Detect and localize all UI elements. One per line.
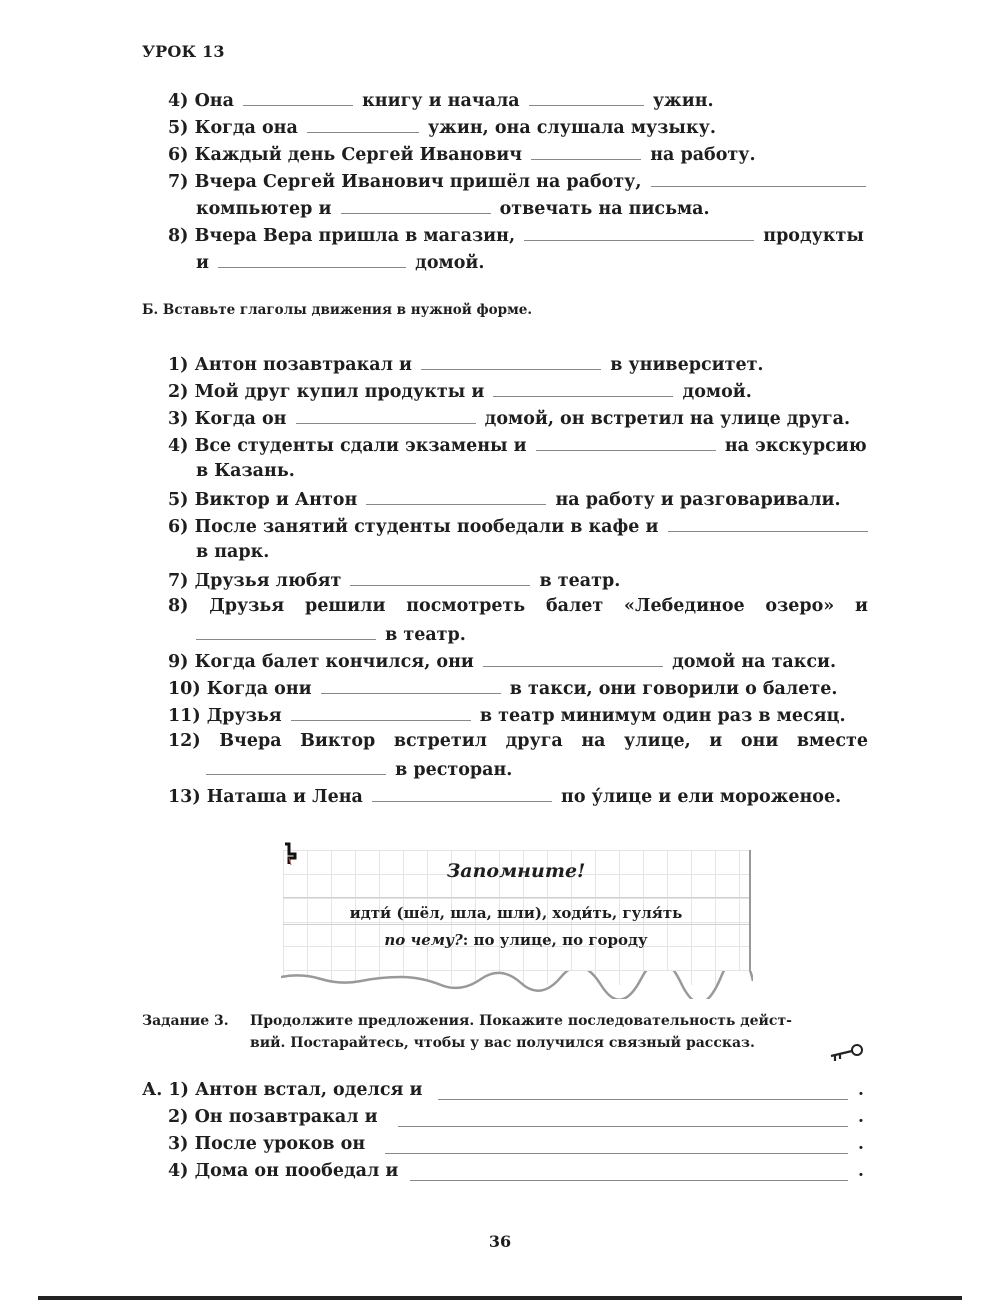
answer-blank[interactable]	[651, 168, 866, 187]
exercise-item: 6) Каждый день Сергей Иванович на работу.	[168, 141, 756, 167]
task3-instruction-line1: Продолжите предложения. Покажите последовательность дейст-	[250, 1013, 792, 1029]
answer-blank[interactable]	[529, 87, 644, 106]
exercise-item: 1) Антон позавтракал и в университет.	[168, 351, 764, 377]
exercise-item: 10) Когда они в такси, они говорили о балете.	[168, 675, 837, 701]
answer-blank[interactable]	[536, 432, 716, 451]
exercise-item: 8) Вчера Вера пришла в магазин, продукты	[168, 222, 864, 248]
answer-blank[interactable]	[291, 702, 471, 721]
answer-line[interactable]	[398, 1125, 848, 1127]
task3-item: 3) После уроков он	[168, 1134, 366, 1154]
exercise-item-cont: и домой.	[196, 249, 484, 275]
note-verbs: идти́ (шёл, шла, шли), ходи́ть, гуля́ть	[349, 904, 683, 922]
exercise-item-cont: в Казань.	[196, 461, 295, 481]
task3-item: 4) Дома он пообедал и	[168, 1161, 399, 1181]
answer-line[interactable]	[410, 1179, 848, 1181]
exercise-item-cont: в театр.	[196, 621, 466, 647]
answer-blank[interactable]	[366, 486, 546, 505]
answer-blank[interactable]	[483, 648, 663, 667]
torn-edge	[281, 971, 753, 999]
answer-blank[interactable]	[372, 783, 552, 802]
remember-note	[283, 850, 751, 985]
exercise-item: 8) Друзья решили посмотреть балет «Лебединое озеро» и	[168, 596, 868, 616]
exercise-item: 13) Наташа и Лена по у́лице и ели мороженое.	[168, 783, 841, 809]
answer-blank[interactable]	[196, 621, 376, 640]
exercise-item-cont: в парк.	[196, 542, 270, 562]
note-usage: по чему?: по улице, по городу	[384, 931, 648, 949]
key-icon	[825, 1040, 865, 1066]
answer-blank[interactable]	[206, 756, 386, 775]
exercise-item: 11) Друзья в театр минимум один раз в месяц.	[168, 702, 846, 728]
pushpin-icon	[280, 842, 302, 866]
answer-blank[interactable]	[350, 567, 530, 586]
exercise-item: 9) Когда балет кончился, они домой на такси.	[168, 648, 836, 674]
answer-blank[interactable]	[524, 222, 754, 241]
answer-blank[interactable]	[668, 513, 868, 532]
page-number: 36	[488, 1232, 512, 1251]
workbook-page: УРОК 13 4) Она книгу и начала ужин. 5) Когда она ужин, она слушала музыку. 6) Каждый день Сергей Иванович на работу. 7) Вчера Сергей Иванович пришёл на работу, компьютер и отвечать на письма. 8) Вчера Вера пришла в магазин, продукты и домой. Б. Вставьте глаголы движения в нужной форме. 1) Антон позавтракал и в университет. 2) Мой друг купил продукты и домой. 3) Когда он домой, он встретил на улице друга. 4) Все студенты сдали экзамены и на экскурсию в Казань. 5) Виктор и Антон на работу и разговаривали. 6) После занятий студенты пообедали в кафе и в парк. 7) Друзья любят в театр. 8) Друзья решили посмотреть балет «Лебединое озеро» и в театр. 9) Когда балет кончился, они домой на такси. 10) Когда они в такси, они говорили о балете. 11) Друзья в театр минимум один раз в месяц. 12) Вчера Виктор встретил друга на улице, и они вместе в ресторан. 13) Наташа и Лена по у́лице и ели мороженое. Запомните! идти́ (шёл, шла, шли), ходи́ть, гуля́ть по чему?: по улице, по городу Задание 3. Продолжите предложения. Покажите последовательность дейст- вий. Постарайтесь, чтобы у вас получился связный рассказ. А. 1) Антон встал, оделся и . 2) Он позавтракал и . 3) После уроков он . 4) Дома он пообедал и . 36	[0, 0, 1000, 1300]
task3-item: 2) Он позавтракал и	[168, 1107, 378, 1127]
exercise-item: 4) Она книгу и начала ужин.	[168, 87, 714, 113]
answer-blank[interactable]	[296, 405, 476, 424]
exercise-item-cont: компьютер и отвечать на письма.	[196, 195, 710, 221]
exercise-item: 5) Виктор и Антон на работу и разговаривали.	[168, 486, 841, 512]
exercise-item: 2) Мой друг купил продукты и домой.	[168, 378, 752, 404]
answer-blank[interactable]	[493, 378, 673, 397]
task3-instruction-line2: вий. Постарайтесь, чтобы у вас получился связный рассказ.	[250, 1035, 755, 1051]
answer-blank[interactable]	[341, 195, 491, 214]
exercise-item: 3) Когда он домой, он встретил на улице друга.	[168, 405, 850, 431]
exercise-item: 6) После занятий студенты пообедали в кафе и	[168, 513, 871, 539]
lesson-header: УРОК 13	[142, 42, 225, 61]
note-title: Запомните!	[446, 860, 586, 882]
answer-blank[interactable]	[218, 249, 406, 268]
answer-blank[interactable]	[531, 141, 641, 160]
task3-label: Задание 3.	[142, 1013, 229, 1029]
answer-blank[interactable]	[421, 351, 601, 370]
answer-line[interactable]	[385, 1152, 848, 1154]
exercise-item-cont: в ресторан.	[206, 756, 512, 782]
answer-blank[interactable]	[243, 87, 353, 106]
answer-blank[interactable]	[307, 114, 419, 133]
exercise-item: 7) Вчера Сергей Иванович пришёл на работу,	[168, 168, 869, 194]
exercise-item: 5) Когда она ужин, она слушала музыку.	[168, 114, 716, 140]
exercise-item: 7) Друзья любят в театр.	[168, 567, 620, 593]
answer-blank[interactable]	[321, 675, 501, 694]
answer-line[interactable]	[438, 1098, 848, 1100]
exercise-item: 12) Вчера Виктор встретил друга на улице, и они вместе	[168, 731, 868, 751]
task3-item: А. 1) Антон встал, оделся и	[142, 1080, 423, 1100]
bottom-rule	[38, 1296, 962, 1300]
section-b-instruction: Б. Вставьте глаголы движения в нужной форме.	[142, 302, 533, 318]
exercise-item: 4) Все студенты сдали экзамены и на экскурсию	[168, 432, 867, 458]
